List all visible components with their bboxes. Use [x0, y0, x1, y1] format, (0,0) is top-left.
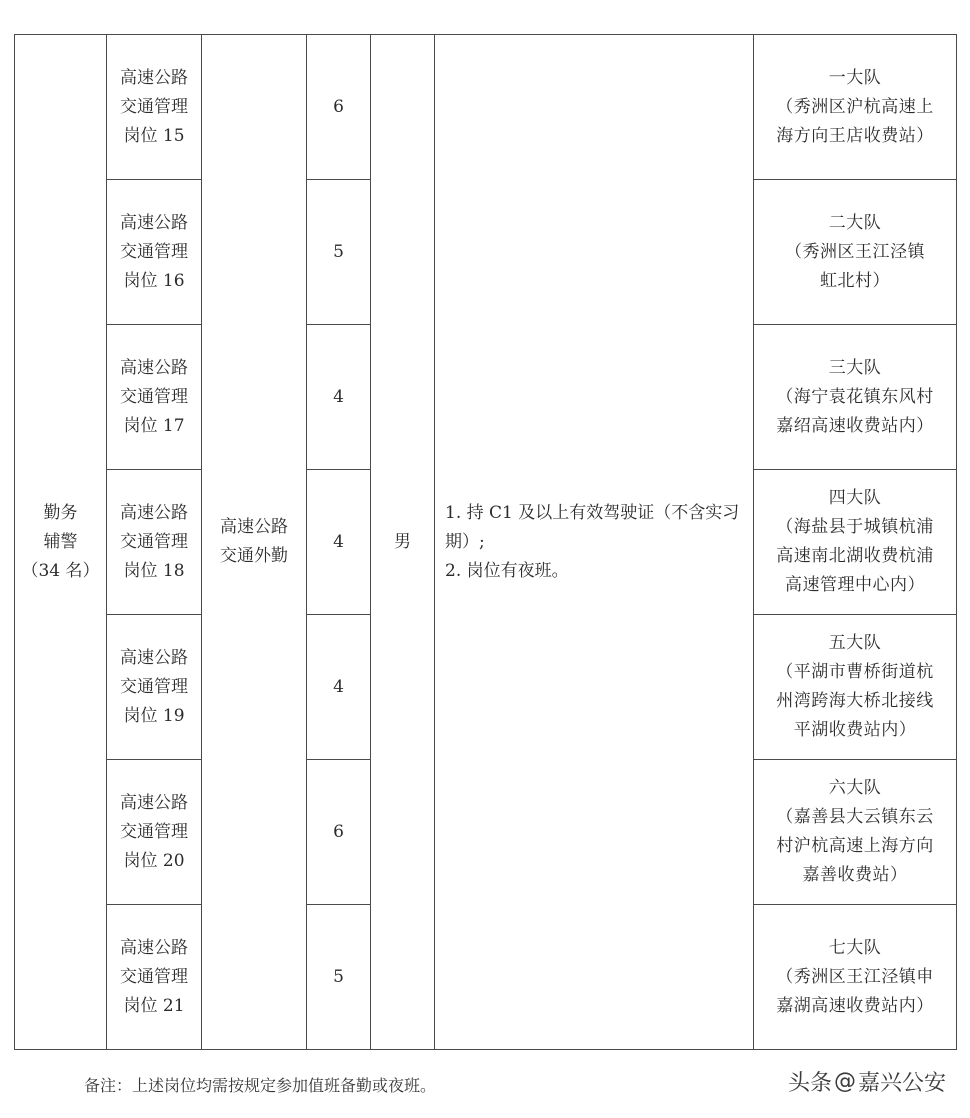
unit-address: 州湾跨海大桥北接线: [776, 691, 934, 711]
watermark-prefix: 头条: [787, 1071, 832, 1096]
count-cell: 6: [307, 760, 371, 905]
category-count: （34 名）: [21, 560, 100, 581]
post-cell: [107, 35, 202, 180]
count-cell: 6: [307, 35, 371, 180]
post-cell: [107, 325, 202, 470]
post-line: 高速公路: [120, 357, 188, 378]
position-type-line: 高速公路: [220, 517, 288, 537]
unit-address: 高速管理中心内）: [785, 575, 925, 595]
unit-address: 海方向王店收费站）: [776, 125, 934, 146]
post-number: 岗位 19: [123, 705, 185, 726]
count-cell: 5: [307, 180, 371, 325]
post-line: 高速公路: [120, 212, 188, 233]
at-icon: @: [833, 1069, 856, 1094]
post-number: 岗位 21: [123, 995, 185, 1016]
post-number: 岗位 17: [123, 415, 185, 436]
post-line: 交通管理: [120, 676, 188, 697]
post-line: 交通管理: [120, 821, 188, 842]
post-cell: [107, 180, 202, 325]
unit-name: 五大队: [828, 633, 882, 653]
post-number: 岗位 20: [123, 850, 185, 871]
post-line: 高速公路: [120, 67, 188, 88]
unit-name: 七大队: [828, 937, 882, 958]
post-line: 高速公路: [120, 792, 188, 813]
category-line: 辅警: [43, 531, 78, 552]
unit-name: 四大队: [828, 488, 882, 508]
requirements-cell: [435, 35, 754, 1050]
unit-cell: [754, 760, 957, 905]
unit-address: （平湖市曹桥街道杭: [776, 662, 934, 682]
post-cell: [107, 615, 202, 760]
post-line: 交通管理: [120, 96, 188, 117]
post-number: 岗位 18: [123, 560, 185, 581]
unit-cell: [754, 905, 957, 1050]
unit-address: 嘉湖高速收费站内）: [776, 995, 934, 1016]
position-type-cell: [202, 35, 307, 1050]
post-line: 交通管理: [120, 531, 188, 552]
post-cell: [107, 905, 202, 1050]
post-number: 岗位 16: [123, 270, 185, 291]
unit-name: 二大队: [828, 212, 882, 233]
unit-address: 虹北村）: [820, 270, 890, 291]
post-line: 高速公路: [120, 937, 188, 958]
requirement-item: 1. 持 C1 及以上有效驾驶证（不含实习期）;: [445, 502, 740, 552]
unit-address: 高速南北湖收费杭浦: [776, 546, 934, 566]
post-line: 高速公路: [120, 647, 188, 668]
watermark-name: 嘉兴公安: [857, 1071, 946, 1096]
unit-name: 六大队: [828, 778, 882, 798]
post-line: 高速公路: [120, 502, 188, 523]
post-line: 交通管理: [120, 966, 188, 987]
position-type-line: 交通外勤: [220, 546, 288, 566]
count-cell: 4: [307, 325, 371, 470]
unit-cell: [754, 615, 957, 760]
gender-cell: 男: [371, 35, 435, 1050]
unit-address: （秀洲区王江泾镇申: [776, 966, 934, 987]
source-watermark: [788, 1066, 946, 1097]
unit-address: 村沪杭高速上海方向: [776, 836, 934, 856]
footer-note: 备注：上述岗位均需按规定参加值班备勤或夜班。: [84, 1076, 437, 1095]
post-cell: [107, 470, 202, 615]
unit-cell: [754, 35, 957, 180]
unit-address: （秀洲区沪杭高速上: [776, 96, 934, 117]
requirement-item: 2. 岗位有夜班。: [445, 560, 569, 581]
unit-address: 嘉善收费站）: [802, 865, 908, 885]
count-cell: 4: [307, 470, 371, 615]
category-line: 勤务: [43, 502, 78, 523]
unit-name: 一大队: [828, 67, 882, 88]
post-number: 岗位 15: [123, 125, 185, 146]
table-row: [15, 35, 957, 180]
count-cell: 4: [307, 615, 371, 760]
unit-address: （嘉善县大云镇东云: [776, 807, 934, 827]
unit-cell: [754, 325, 957, 470]
unit-address: 嘉绍高速收费站内）: [776, 415, 934, 436]
unit-address: （秀洲区王江泾镇: [785, 241, 925, 262]
unit-address: 平湖收费站内）: [793, 720, 917, 740]
post-cell: [107, 760, 202, 905]
unit-cell: [754, 470, 957, 615]
count-cell: 5: [307, 905, 371, 1050]
post-line: 交通管理: [120, 241, 188, 262]
unit-address: （海宁袁花镇东风村: [776, 386, 934, 407]
unit-address: （海盐县于城镇杭浦: [776, 517, 934, 537]
job-table: [14, 34, 957, 1050]
post-line: 交通管理: [120, 386, 188, 407]
unit-cell: [754, 180, 957, 325]
unit-name: 三大队: [828, 357, 882, 378]
category-cell: [15, 35, 107, 1050]
